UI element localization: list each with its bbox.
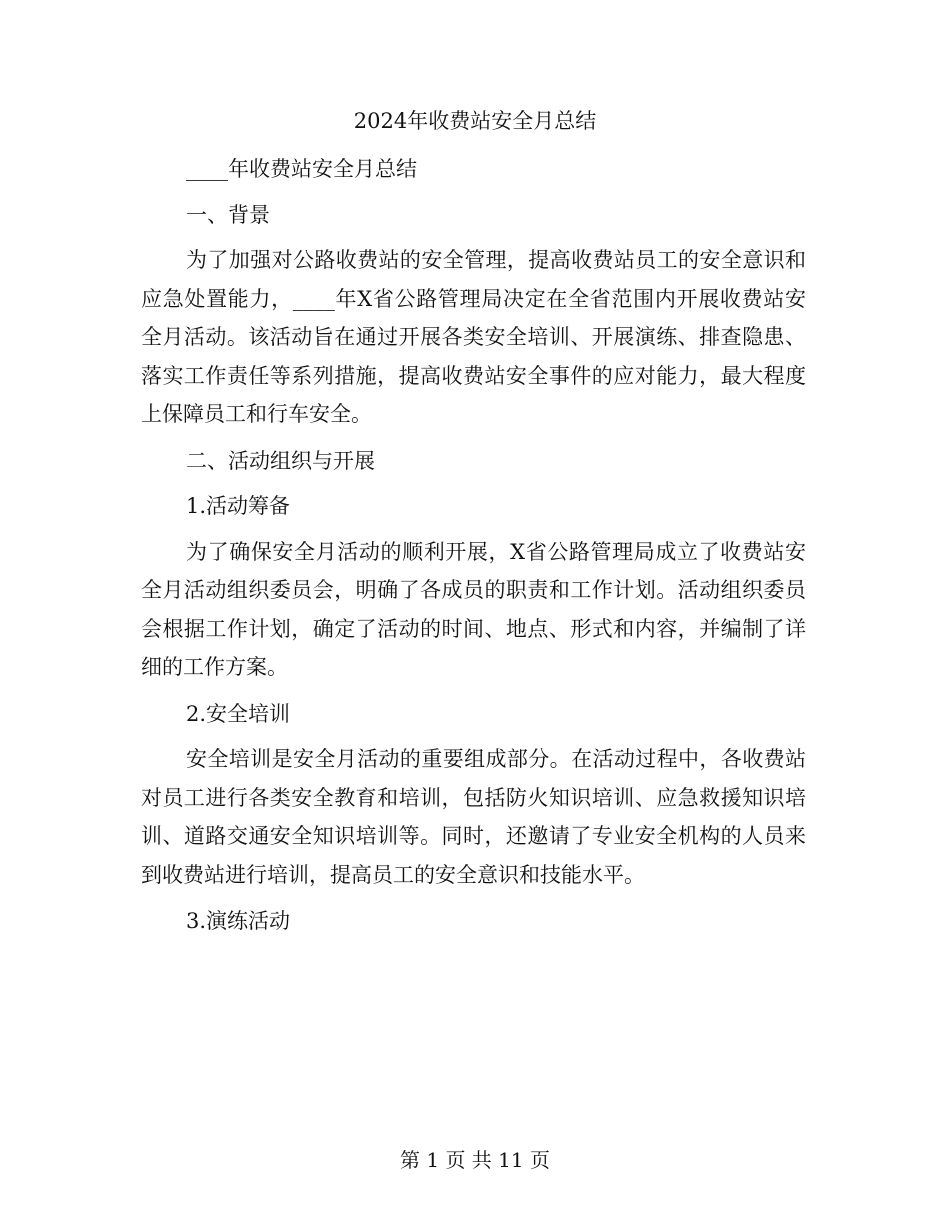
subsection-heading-preparation: 1.活动筹备 (186, 494, 291, 518)
background-paragraph: 为了加强对公路收费站的安全管理，提高收费站员工的安全意识和应急处置能力，____年X省公路管理局决定在全省范围内开展收费站安全月活动。该活动旨在通过开展各类安全培训、开展演练、排查隐患、落实工作责任等系列措施，提高收费站安全事件的应对能力，最大程度上保障员工和行车安全。 (141, 248, 806, 426)
subtitle-paragraph: ____年收费站安全月总结 (186, 157, 417, 181)
section-heading-background: 一、背景 (186, 202, 270, 227)
training-paragraph: 安全培训是安全月活动的重要组成部分。在活动过程中，各收费站对员工进行各类安全教育和培训，包括防火知识培训、应急救援知识培训、道路交通安全知识培训等。同时，还邀请了专业安全机构的人员来到收费站进行培训，提高员工的安全意识和技能水平。 (141, 747, 806, 887)
subsection-heading-drills: 3.演练活动 (186, 909, 291, 933)
section-heading-activities: 二、活动组织与开展 (186, 448, 375, 473)
document-body (141, 150, 806, 948)
preparation-paragraph: 为了确保安全月活动的顺利开展，X省公路管理局成立了收费站安全月活动组织委员会，明确了各成员的职责和工作计划。活动组织委员会根据工作计划，确定了活动的时间、地点、形式和内容，并编制了详细的工作方案。 (141, 539, 806, 679)
subsection-heading-training: 2.安全培训 (186, 701, 291, 726)
document-title: 2024年收费站安全月总结 (353, 109, 597, 133)
page-footer: 第 1 页 共 11 页 (400, 1148, 550, 1172)
